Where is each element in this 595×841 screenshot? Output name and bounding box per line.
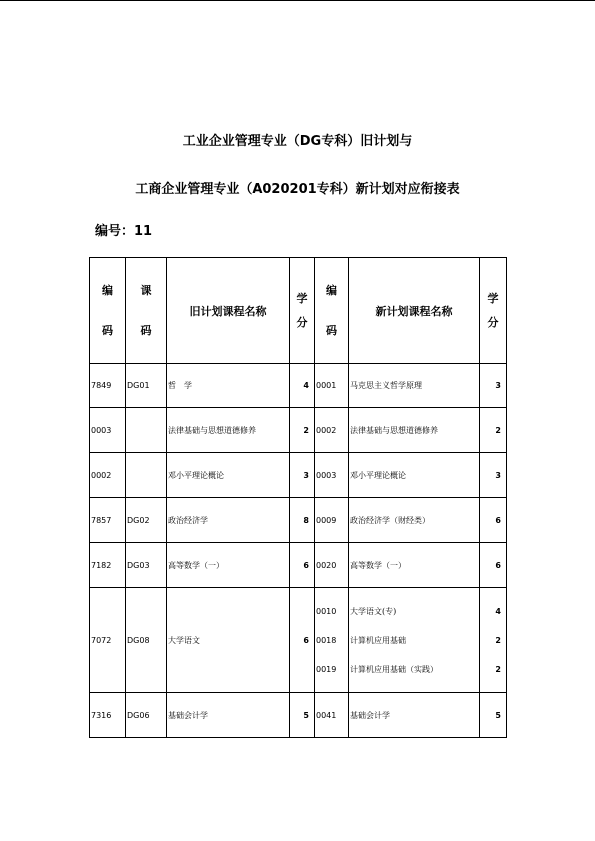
new-name-line: 大学语文(专) (350, 606, 397, 616)
old-code-cell: 7857 (90, 498, 126, 543)
old-course-cell: DG06 (126, 693, 167, 738)
old-name-cell: 基础会计学 (167, 693, 290, 738)
new-code-cell (315, 588, 349, 693)
header-old-name: 旧计划课程名称 (167, 258, 290, 364)
course-mapping-table (89, 257, 507, 738)
new-credit-cell: 6 (480, 543, 507, 588)
header-old-code: 编 码 (90, 258, 126, 364)
old-course-cell: DG03 (126, 543, 167, 588)
new-credit-cell: 3 (480, 364, 507, 408)
new-credit-line: 2 (495, 664, 501, 674)
header-new-credit: 学 分 (480, 258, 507, 364)
old-code-cell: 0003 (90, 408, 126, 453)
old-code-cell: 0002 (90, 453, 126, 498)
header-new-code: 编 码 (315, 258, 349, 364)
table-row (90, 453, 507, 498)
new-name-cell: 政治经济学（财经类） (349, 498, 480, 543)
old-credit-cell: 5 (290, 693, 315, 738)
new-name-cell: 法律基础与思想道德修养 (349, 408, 480, 453)
new-credit-line: 4 (495, 606, 501, 616)
old-name-cell: 政治经济学 (167, 498, 290, 543)
old-credit-cell: 6 (290, 588, 315, 693)
new-name-cell: 基础会计学 (349, 693, 480, 738)
table-row (90, 693, 507, 738)
new-code-cell: 0002 (315, 408, 349, 453)
table-row (90, 498, 507, 543)
new-code-cell: 0001 (315, 364, 349, 408)
new-code-line: 0019 (316, 664, 337, 674)
old-course-cell (126, 453, 167, 498)
old-name-cell: 高等数学（一） (167, 543, 290, 588)
old-credit-cell: 6 (290, 543, 315, 588)
new-code-cell: 0003 (315, 453, 349, 498)
old-code-cell: 7316 (90, 693, 126, 738)
table-row (90, 588, 507, 693)
new-code-cell: 0041 (315, 693, 349, 738)
old-course-cell (126, 408, 167, 453)
old-credit-cell: 2 (290, 408, 315, 453)
old-course-cell: DG02 (126, 498, 167, 543)
new-credit-cell: 3 (480, 453, 507, 498)
old-course-cell: DG08 (126, 588, 167, 693)
header-new-name: 新计划课程名称 (349, 258, 480, 364)
new-credit-cell: 5 (480, 693, 507, 738)
old-credit-cell: 3 (290, 453, 315, 498)
old-code-cell: 7182 (90, 543, 126, 588)
title-line-1: 工业企业管理专业（DG专科）旧计划与 (182, 134, 413, 149)
old-credit-cell: 4 (290, 364, 315, 408)
old-name-cell: 哲 学 (167, 364, 290, 408)
title-line-2: 工商企业管理专业（A020201专科）新计划对应衔接表 (135, 182, 460, 197)
new-code-cell: 0009 (315, 498, 349, 543)
old-name-cell: 大学语文 (167, 588, 290, 693)
new-credit-cell: 6 (480, 498, 507, 543)
new-code-cell: 0020 (315, 543, 349, 588)
new-credit-cell (480, 588, 507, 693)
header-row (90, 258, 507, 364)
new-credit-line: 2 (495, 635, 501, 645)
old-code-cell: 7072 (90, 588, 126, 693)
new-name-cell: 马克思主义哲学原理 (349, 364, 480, 408)
new-name-line: 计算机应用基础 (350, 635, 406, 645)
table-row (90, 543, 507, 588)
table-row (90, 364, 507, 408)
new-name-cell: 高等数学（一） (349, 543, 480, 588)
old-name-cell: 邓小平理论概论 (167, 453, 290, 498)
new-credit-cell: 2 (480, 408, 507, 453)
new-name-cell: 邓小平理论概论 (349, 453, 480, 498)
document-number: 编号：11 (95, 224, 153, 239)
new-name-line: 计算机应用基础（实践） (350, 664, 438, 674)
new-code-line: 0010 (316, 606, 337, 616)
new-code-line: 0018 (316, 635, 337, 645)
header-old-course-code: 课 码 (126, 258, 167, 364)
old-course-cell: DG01 (126, 364, 167, 408)
header-old-credit: 学 分 (290, 258, 315, 364)
top-rule (0, 0, 595, 1)
old-code-cell: 7849 (90, 364, 126, 408)
old-name-cell: 法律基础与思想道德修养 (167, 408, 290, 453)
old-credit-cell: 8 (290, 498, 315, 543)
table-row (90, 408, 507, 453)
new-name-cell (349, 588, 480, 693)
